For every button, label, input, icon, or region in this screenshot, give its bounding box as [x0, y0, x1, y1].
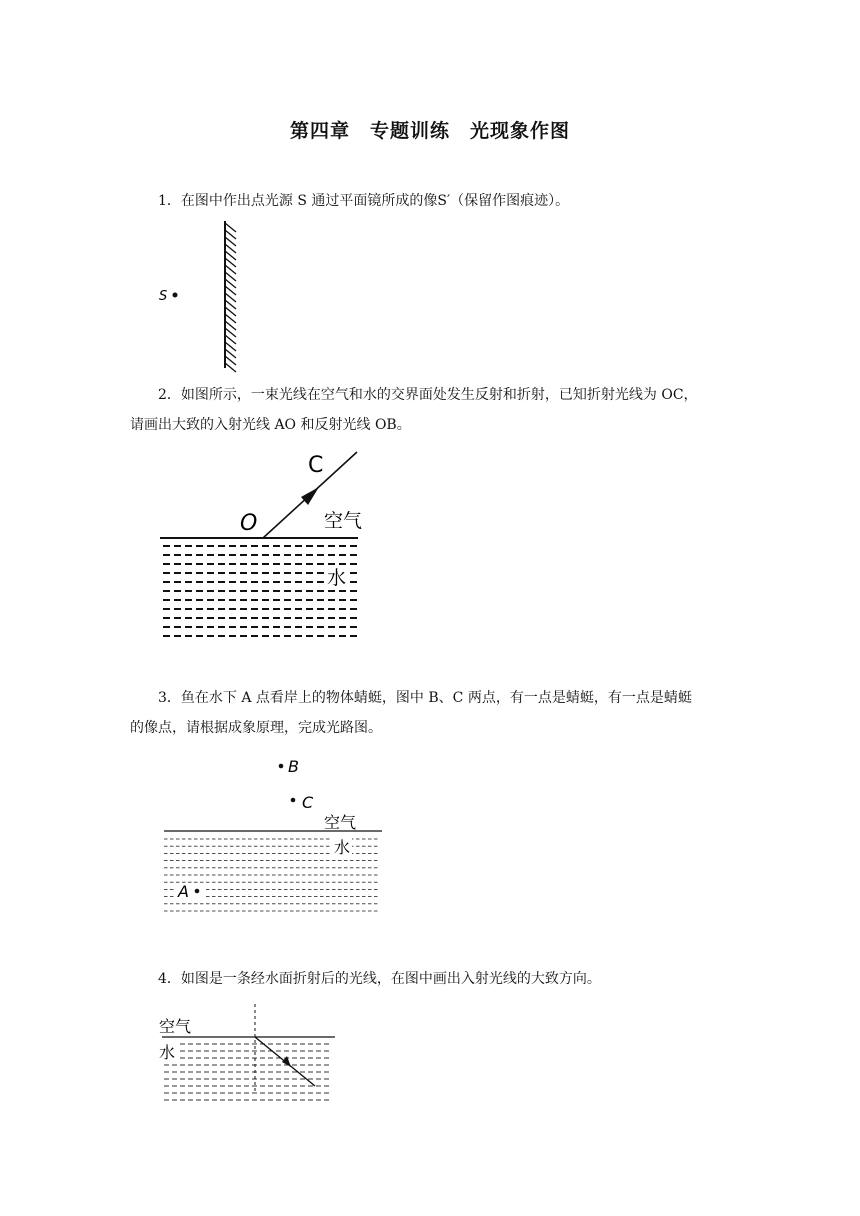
label-water: 水 — [327, 567, 347, 589]
question-2-text: 2．如图所示，一束光线在空气和水的交界面处发生反射和折射，已知折射光线为 OC， 请画出大致的入射光线 AO 和反射光线 OB。 — [130, 387, 698, 433]
mirror-hatching — [225, 223, 236, 372]
point-source-dot — [173, 293, 178, 298]
water-dashes — [163, 546, 357, 636]
question-2-figure — [150, 444, 390, 649]
label-water: 水 — [334, 838, 351, 857]
label-air: 空气 — [324, 510, 363, 532]
question-4-text: 4．如图是一条经水面折射后的光线，在图中画出入射光线的大致方向。 — [158, 971, 601, 987]
label-water: 水 — [159, 1043, 176, 1062]
ray-arrowhead — [301, 487, 319, 505]
label-c: C — [302, 793, 314, 812]
point-c-dot — [291, 798, 296, 803]
question-4-figure — [150, 1000, 350, 1112]
label-b: B — [288, 757, 299, 776]
point-a-dot — [195, 889, 200, 894]
label-air: 空气 — [159, 1017, 192, 1036]
question-1-text: 1．在图中作出点光源 S 通过平面镜所成的像S′（保留作图痕迹）。 — [158, 193, 570, 209]
label-a: A — [178, 882, 189, 901]
water-dashes — [164, 1044, 329, 1100]
page-title: 第四章 专题训练 光现象作图 — [289, 120, 570, 142]
label-air: 空气 — [324, 813, 357, 832]
point-source-label: S — [159, 289, 168, 304]
question-3-figure — [150, 750, 390, 920]
question-3-text: 3．鱼在水下 A 点看岸上的物体蜻蜓，图中 B、C 两点，有一点是蜻蜓，有一点是蜻蜓 的像点，请根据成象原理，完成光路图。 — [130, 690, 692, 736]
label-c: C — [308, 453, 324, 478]
question-1-figure — [150, 216, 250, 376]
point-b-dot — [279, 764, 284, 769]
label-o: O — [240, 511, 258, 536]
